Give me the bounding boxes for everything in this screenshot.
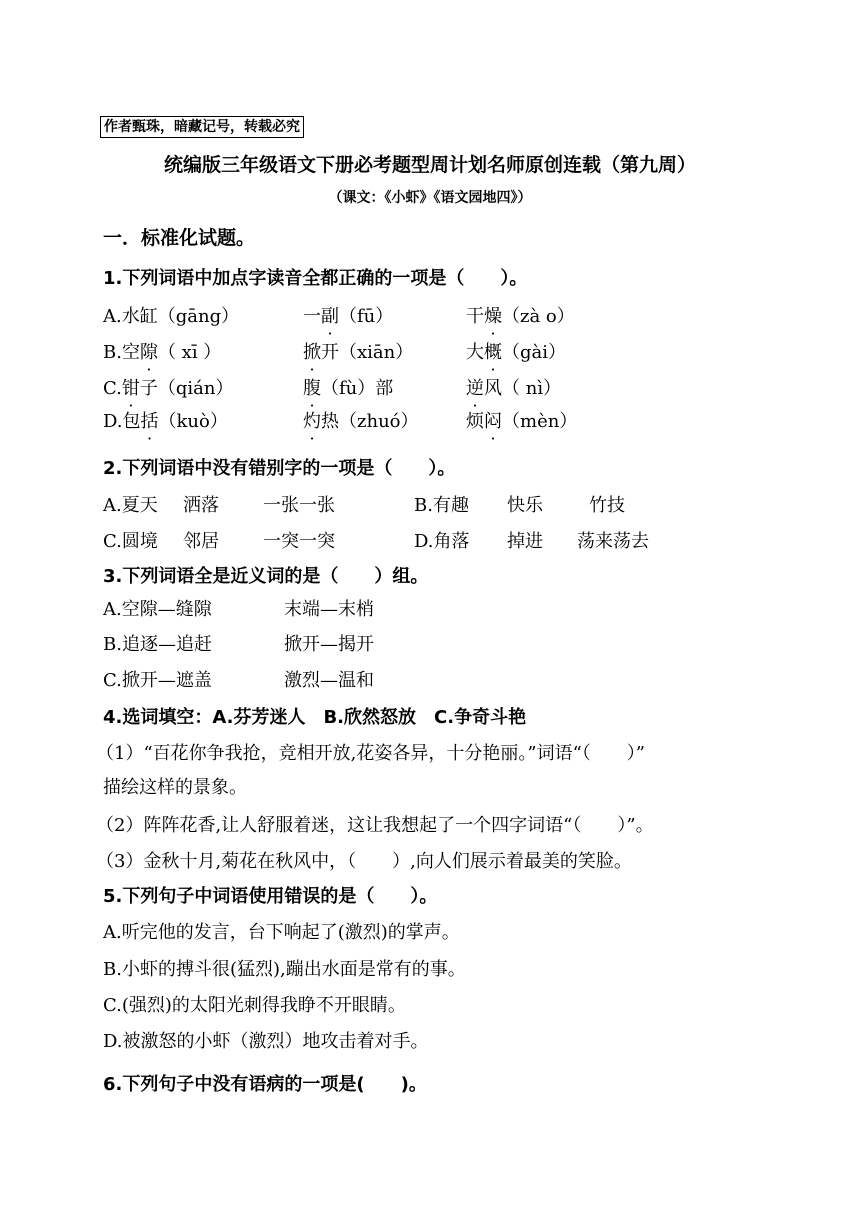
- q2-a-word-2: 洒落: [183, 495, 219, 516]
- copyright-stamp: 作者甄珠，暗藏记号，转载必究: [100, 116, 304, 138]
- q3-a-pair-1: A.空隙—缝隙: [103, 599, 212, 620]
- q3-a-pair-2: 末端—末梢: [284, 599, 374, 620]
- q2-b-word-1: B.有趣: [414, 495, 469, 516]
- question-5-stem: 5.下列句子中词语使用错误的是（ ）。: [103, 886, 438, 907]
- q3-b-pair-1: B.追逐—追赶: [103, 634, 212, 655]
- q2-d-word-3: 荡来荡去: [577, 531, 649, 552]
- q3-c-pair-1: C.掀开—遮盖: [103, 670, 212, 691]
- q2-c-word-2: 邻居: [183, 531, 219, 552]
- q5-option-a: A.听完他的发言，台下响起了(激烈)的掌声。: [103, 922, 460, 943]
- question-1-stem: 1.下列词语中加点字读音全都正确的一项是（ ）。: [103, 268, 528, 289]
- question-6-stem: 6.下列句子中没有语病的一项是( )。: [103, 1074, 427, 1095]
- q4-item-1-line-2: 描绘这样的景象。: [103, 777, 247, 798]
- q3-c-pair-2: 激烈—温和: [284, 670, 374, 691]
- q2-d-word-1: D.角落: [414, 531, 470, 552]
- q4-item-3: （3）金秋十月,菊花在秋风中，（ ）,向人们展示着最美的笑脸。: [96, 851, 632, 872]
- q5-option-b: B.小虾的搏斗很(猛烈),蹦出水面是常有的事。: [103, 959, 466, 980]
- question-2-stem: 2.下列词语中没有错别字的一项是（ ）。: [103, 458, 456, 479]
- q2-c-word-3: 一突一突: [263, 531, 335, 552]
- q2-b-word-3: 竹技: [589, 495, 625, 516]
- q1-option-d-1: D.包括（kuò）: [103, 411, 228, 432]
- q1-option-c-3: 逆风（ nì）: [466, 378, 562, 399]
- document-title: 统编版三年级语文下册必考题型周计划名师原创连载（第九周）: [163, 154, 696, 176]
- q1-option-a-3: 干燥（zà o）: [466, 306, 575, 327]
- q1-option-d-2: 灼热（zhuó）: [303, 411, 419, 432]
- question-3-stem: 3.下列词语全是近义词的是（ ）组。: [103, 566, 429, 587]
- q1-option-c-2: 腹（fù）部: [303, 378, 394, 399]
- q2-a-word-1: A.夏天: [103, 495, 158, 516]
- q2-c-word-1: C.圆境: [103, 531, 158, 552]
- document-subtitle: （课文：《小虾》《语文园地四》）: [328, 190, 532, 206]
- q3-b-pair-2: 掀开—揭开: [284, 634, 374, 655]
- q1-option-b-3: 大概（gài）: [466, 342, 567, 363]
- q1-option-b-1: B.空隙（ xī ）: [103, 342, 222, 363]
- section-heading: 一．标准化试题。: [103, 227, 256, 249]
- q5-option-d: D.被激怒的小虾（激烈）地攻击着对手。: [103, 1031, 429, 1052]
- q2-b-word-2: 快乐: [507, 495, 543, 516]
- question-4-stem: 4.选词填空：A.芬芳迷人 B.欣然怒放 C.争奇斗艳: [103, 707, 527, 728]
- q2-d-word-2: 掉进: [507, 531, 543, 552]
- q5-option-c: C.(强烈)的太阳光刺得我睁不开眼睛。: [103, 995, 406, 1016]
- q1-option-a-1: A.水缸（gāng）: [103, 306, 240, 327]
- q1-option-c-1: C.钳子（qián）: [103, 378, 234, 399]
- q1-option-a-2: 一副（fū）: [303, 306, 394, 327]
- q4-item-1-line-1: （1）“百花你争我抢，竞相开放,花姿各异，十分艳丽。”词语“（ ）”: [96, 743, 645, 764]
- q2-a-word-3: 一张一张: [263, 495, 335, 516]
- q4-item-2: （2）阵阵花香,让人舒服着迷，这让我想起了一个四字词语“（ ）”。: [96, 815, 654, 836]
- q1-option-b-2: 掀开（xiān）: [303, 342, 414, 363]
- q1-option-d-3: 烦闷（mèn）: [466, 411, 578, 432]
